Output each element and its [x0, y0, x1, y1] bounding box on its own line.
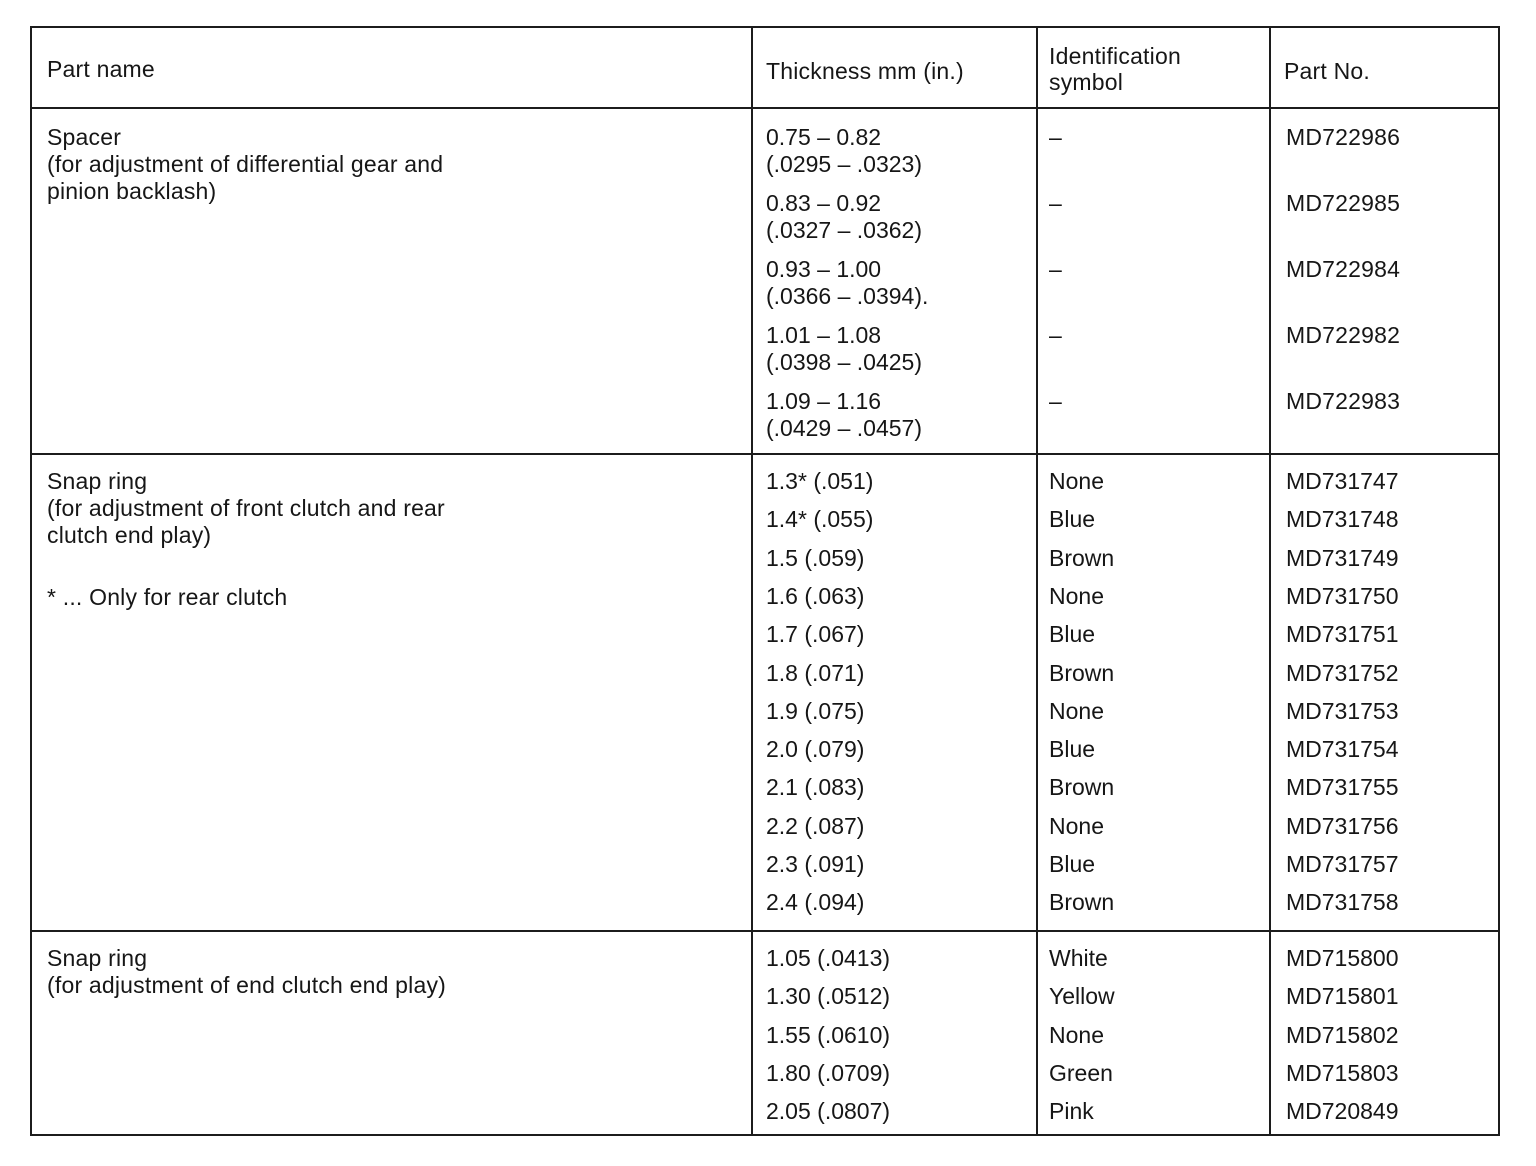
identification-symbol: – [1049, 190, 1062, 216]
part-number: MD715802 [1286, 1021, 1399, 1048]
thickness-in: (.0429 – .0457) [766, 415, 923, 441]
thickness-value: 1.80 (.0709) [766, 1059, 891, 1086]
part-number: MD731754 [1286, 736, 1399, 763]
thickness-value: 1.55 (.0610) [766, 1021, 891, 1048]
table-row [766, 256, 928, 310]
group-divider [32, 930, 1498, 932]
identification-symbol: – [1049, 124, 1062, 150]
identification-symbol: White [1049, 945, 1108, 971]
header-thickness: Thickness mm (in.) [766, 58, 964, 84]
part-number: MD731748 [1286, 506, 1399, 533]
thickness-value: 1.4* (.055) [766, 506, 874, 533]
thickness-value: 1.3* (.051) [766, 468, 874, 494]
thickness-mm: 0.93 – 1.00 [766, 256, 882, 282]
identification-symbol: None [1049, 812, 1104, 839]
thickness-in: (.0327 – .0362) [766, 217, 923, 243]
header-identification-line1: Identification [1049, 43, 1181, 69]
thickness-mm: 1.01 – 1.08 [766, 322, 882, 348]
identification-symbol: Brown [1049, 774, 1115, 801]
part-number: MD731749 [1286, 544, 1399, 571]
identification-symbol: Blue [1049, 506, 1096, 533]
group-name-line: (for adjustment of front clutch and rear [47, 495, 445, 521]
identification-symbol: Yellow [1049, 983, 1115, 1010]
part-number: MD731756 [1286, 812, 1399, 839]
thickness-value: 1.7 (.067) [766, 621, 865, 648]
column-divider [1036, 28, 1038, 1134]
part-number: MD731747 [1286, 468, 1399, 494]
identification-symbol: Pink [1049, 1098, 1094, 1125]
group-name-line: pinion backlash) [47, 178, 217, 204]
thickness-value: 1.6 (.063) [766, 582, 865, 609]
part-number: MD731755 [1286, 774, 1399, 801]
part-number: MD722982 [1286, 322, 1401, 348]
thickness-value: 1.9 (.075) [766, 697, 865, 724]
table-row [766, 388, 922, 442]
identification-symbol: None [1049, 697, 1104, 724]
thickness-value: 1.05 (.0413) [766, 945, 891, 971]
table-row [766, 322, 922, 376]
header-identification-line2: symbol [1049, 69, 1124, 95]
thickness-mm: 0.75 – 0.82 [766, 124, 882, 150]
group-name-line: Snap ring [47, 945, 148, 971]
thickness-value: 2.2 (.087) [766, 812, 865, 839]
identification-symbol: Brown [1049, 544, 1115, 571]
thickness-value: 2.05 (.0807) [766, 1098, 891, 1125]
identification-symbol: None [1049, 582, 1104, 609]
thickness-value: 1.30 (.0512) [766, 983, 891, 1010]
header-part-no: Part No. [1284, 58, 1370, 84]
part-number: MD722983 [1286, 388, 1401, 414]
part-number: MD731757 [1286, 851, 1399, 877]
part-number: MD715803 [1286, 1059, 1399, 1086]
thickness-value: 2.3 (.091) [766, 851, 865, 877]
part-number: MD720849 [1286, 1098, 1399, 1125]
thickness-in: (.0295 – .0323) [766, 151, 923, 177]
header-divider [32, 107, 1498, 109]
identification-symbol: – [1049, 256, 1062, 282]
group-name-line: (for adjustment of end clutch end play) [47, 972, 447, 998]
column-divider [1269, 28, 1271, 1134]
thickness-value: 2.4 (.094) [766, 889, 865, 916]
group-name-line: (for adjustment of differential gear and [47, 151, 444, 177]
part-number: MD731751 [1286, 621, 1399, 648]
thickness-in: (.0398 – .0425) [766, 349, 923, 375]
group-name-line: Snap ring [47, 468, 148, 494]
part-number: MD715801 [1286, 983, 1399, 1010]
column-divider [751, 28, 753, 1134]
table-row [766, 190, 922, 244]
identification-symbol: Green [1049, 1059, 1113, 1086]
identification-symbol: None [1049, 1021, 1104, 1048]
thickness-in: (.0366 – .0394). [766, 283, 929, 309]
thickness-value: 1.8 (.071) [766, 659, 865, 686]
identification-symbol: – [1049, 322, 1062, 348]
part-number: MD731750 [1286, 582, 1399, 609]
group-name-line: Spacer [47, 124, 122, 150]
part-number: MD722985 [1286, 190, 1401, 216]
identification-symbol: Brown [1049, 889, 1115, 916]
thickness-value: 2.1 (.083) [766, 774, 865, 801]
identification-symbol: Blue [1049, 851, 1096, 877]
part-number: MD722984 [1286, 256, 1401, 282]
part-number: MD731753 [1286, 697, 1399, 724]
thickness-value: 1.5 (.059) [766, 544, 865, 571]
parts-table [30, 26, 1500, 1136]
identification-symbol: Brown [1049, 659, 1115, 686]
part-number: MD722986 [1286, 124, 1401, 150]
part-number: MD731758 [1286, 889, 1399, 916]
group-note: * ... Only for rear clutch [47, 584, 288, 610]
thickness-value: 2.0 (.079) [766, 736, 865, 763]
thickness-mm: 1.09 – 1.16 [766, 388, 882, 414]
header-part-name: Part name [47, 56, 155, 82]
group-divider [32, 453, 1498, 455]
part-number: MD715800 [1286, 945, 1399, 971]
thickness-mm: 0.83 – 0.92 [766, 190, 882, 216]
identification-symbol: Blue [1049, 621, 1096, 648]
identification-symbol: Blue [1049, 736, 1096, 763]
group-name-line: clutch end play) [47, 522, 212, 548]
table-row [766, 124, 922, 178]
identification-symbol: – [1049, 388, 1062, 414]
part-number: MD731752 [1286, 659, 1399, 686]
identification-symbol: None [1049, 468, 1104, 494]
